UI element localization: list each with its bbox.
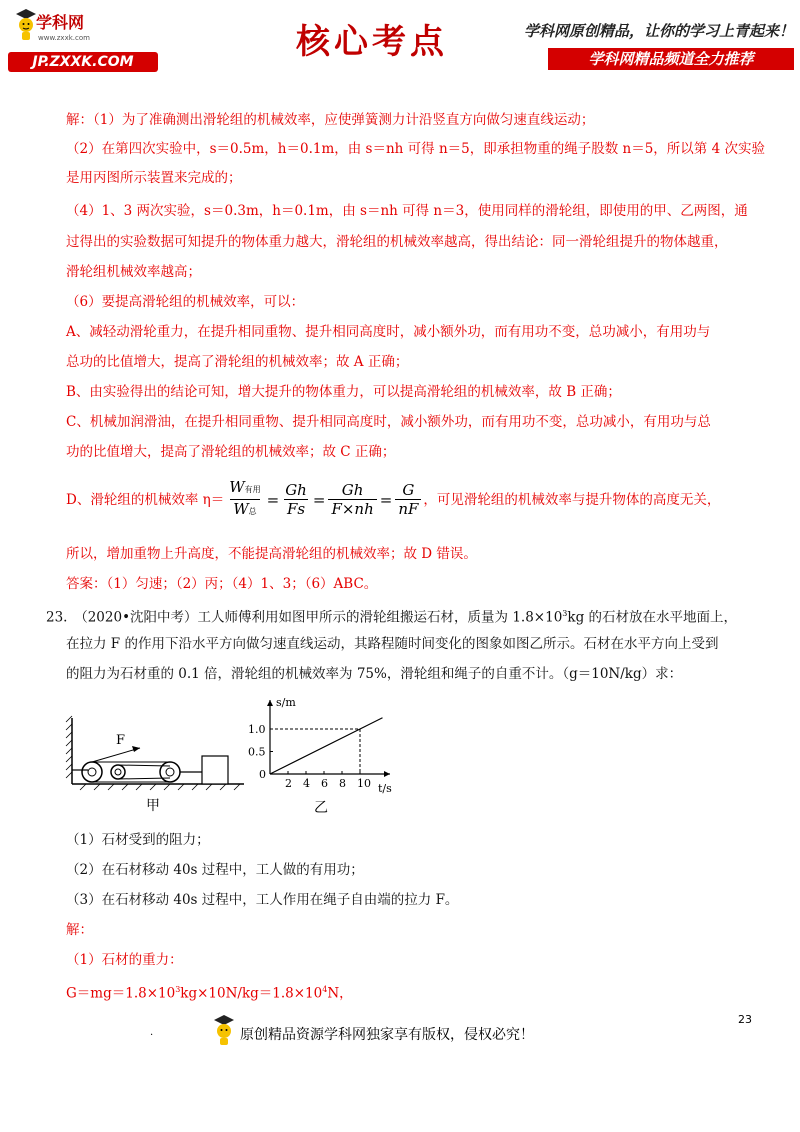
y-tick-label-0: 0 [259,768,266,781]
frac3-num: Gh [341,481,364,499]
solution-line-10: B、由实验得出的结论可知，增大提升的物体重力，可以提高滑轮组的机械效率，故 B 正确； [66,384,621,400]
frac3-den: F×nh [328,499,376,518]
figure-label-jia: 甲 [146,798,160,814]
frac1-num-sub: 有用 [244,485,261,494]
formula-prefix: D、滑轮组的机械效率 η＝ [66,491,225,508]
x-tick-label-2: 2 [285,777,292,790]
frac2-num: Gh [285,481,307,499]
fraction-g-nf [395,481,421,518]
solution-line-8: A、减轻动滑轮重力，在提升相同重物、提升相同高度时，减小额外功，而有用功不变，总功减小，有用功与 [66,324,711,340]
q23-solution-label: 解： [66,922,93,938]
header-slogan: 学科网原创精品，让你的学习上青起来！ [523,22,794,40]
pulley-figure [66,712,248,812]
figure-label-yi: 乙 [314,800,328,816]
solution-line-3: 是用丙图所示装置来完成的； [66,170,242,186]
y-axis-arrow [267,700,273,706]
efficiency-formula: D、滑轮组的机械效率 η＝ $\frac{\text{W有用}}{\text{W总}}$ = $\frac{Gh}{Fs}$ = $\frac{Gh}{F\times nh}$ = $\frac{G}{nF}$ ，可见滑轮组的机械效率与提升物体的高度无关， [66,478,720,521]
q23-line-1: 23. （2020•沈阳中考）工人师傅利用如图甲所示的滑轮组搬运石材，质量为 $1.8\times 10^3kg$ 的石材放在水平地面上， [46,609,738,626]
x-axis-label: t/s [378,782,392,795]
y-axis-label: s/m [276,696,296,709]
fraction-w [226,478,263,521]
solution-line-9: 总功的比值增大，提高了滑轮组的机械效率；故 A 正确； [66,354,409,370]
frac4-num: G [402,481,415,499]
frac1-den: W [233,500,249,518]
fraction-gh-fnh [328,481,376,518]
fraction-gh-fs [282,481,310,518]
x-tick-label-4: 4 [303,777,310,790]
q23-solution-1: （1）石材的重力： [66,952,183,968]
formula-suffix: ，可见滑轮组的机械效率与提升物体的高度无关， [423,491,721,508]
y-tick-label-0.5: 0.5 [248,745,266,759]
footer-copyright: 原创精品资源学科网独家享有版权，侵权必究！ [240,1027,534,1043]
y-tick-label-1.0: 1.0 [248,723,266,736]
st-chart [250,692,400,822]
q23-line-2: 在拉力 F 的作用下沿水平方向做匀速直线运动，其路程随时间变化的图象如图乙所示。石材在水平方向上受到 [66,636,719,652]
solution-line-14: 所以，增加重物上升高度，不能提高滑轮组的机械效率；故 D 错误。 [66,546,477,562]
solution-line-1: 解：（1）为了准确测出滑轮组的机械效率，应使弹簧测力计沿竖直方向做匀速直线运动； [66,112,595,128]
q23-sub-3: （3）在石材移动 40s 过程中，工人作用在绳子自由端的拉力 F。 [66,892,459,908]
footer-dot: . [150,1027,154,1038]
frac1-num: W [229,478,245,496]
logo-band: JP.ZXXK.COM [8,52,158,72]
force-label: F [116,733,126,748]
solution-line-6: 滑轮组机械效率越高； [66,264,201,280]
frac1-den-sub: 总 [248,507,257,516]
x-axis-arrow [384,771,390,777]
logo-text: 学科网 [36,13,85,32]
series-line [270,718,383,774]
x-tick-label-8: 8 [339,777,346,790]
page-title: 核心考点 [296,22,448,62]
frac2-den: Fs [284,499,308,518]
solution-line-2: （2）在第四次实验中，s＝0.5m，h＝0.1m，由 s＝nh 可得 n＝5，即承担物重的绳子股数 n＝5，所以第 4 次实验 [66,141,765,157]
q23-sub-1: （1）石材受到的阻力； [66,832,210,848]
solution-line-7: （6）要提高滑轮组的机械效率，可以： [66,294,305,310]
x-tick-label-10: 10 [357,777,371,790]
frac4-den: nF [395,499,421,518]
footer-mascot-icon [212,1014,236,1050]
solution-line-11: C、机械加润滑油，在提升相同重物、提升相同高度时，减小额外功，而有用功不变，总功减小，有用功与总 [66,414,711,430]
x-tick-label-6: 6 [321,777,328,790]
solution-line-5: 过得出的实验数据可知提升的物体重力越大，滑轮组的机械效率越高，得出结论：同一滑轮组提升的物体越重， [66,234,728,250]
header-recommend: 学科网精品频道全力推荐 [548,48,794,70]
solution-line-12: 功的比值增大，提高了滑轮组的机械效率；故 C 正确； [66,444,396,460]
q23-solution-2: $G=mg=1.8\times 10^3kg\times 10N/kg=1.8\times 10^4N$， [66,985,353,1002]
logo-url: www.zxxk.com [38,34,90,42]
solution-line-4: （4）1、3 两次实验，s＝0.3m，h＝0.1m，由 s＝nh 可得 n＝3，使用同样的滑轮组，即使用的甲、乙两图，通 [66,203,748,219]
page-number: 23 [738,1013,752,1026]
logo-mascot-icon [14,8,38,48]
q23-line-3: 的阻力为石材重的 0.1 倍，滑轮组的机械效率为 75%，滑轮组和绳子的自重不计。（g＝10N/kg）求： [66,666,683,682]
answer-line: 答案：（1）匀速；（2）丙；（4）1、3；（6）ABC。 [66,576,378,592]
q23-sub-2: （2）在石材移动 40s 过程中，工人做的有用功； [66,862,364,878]
